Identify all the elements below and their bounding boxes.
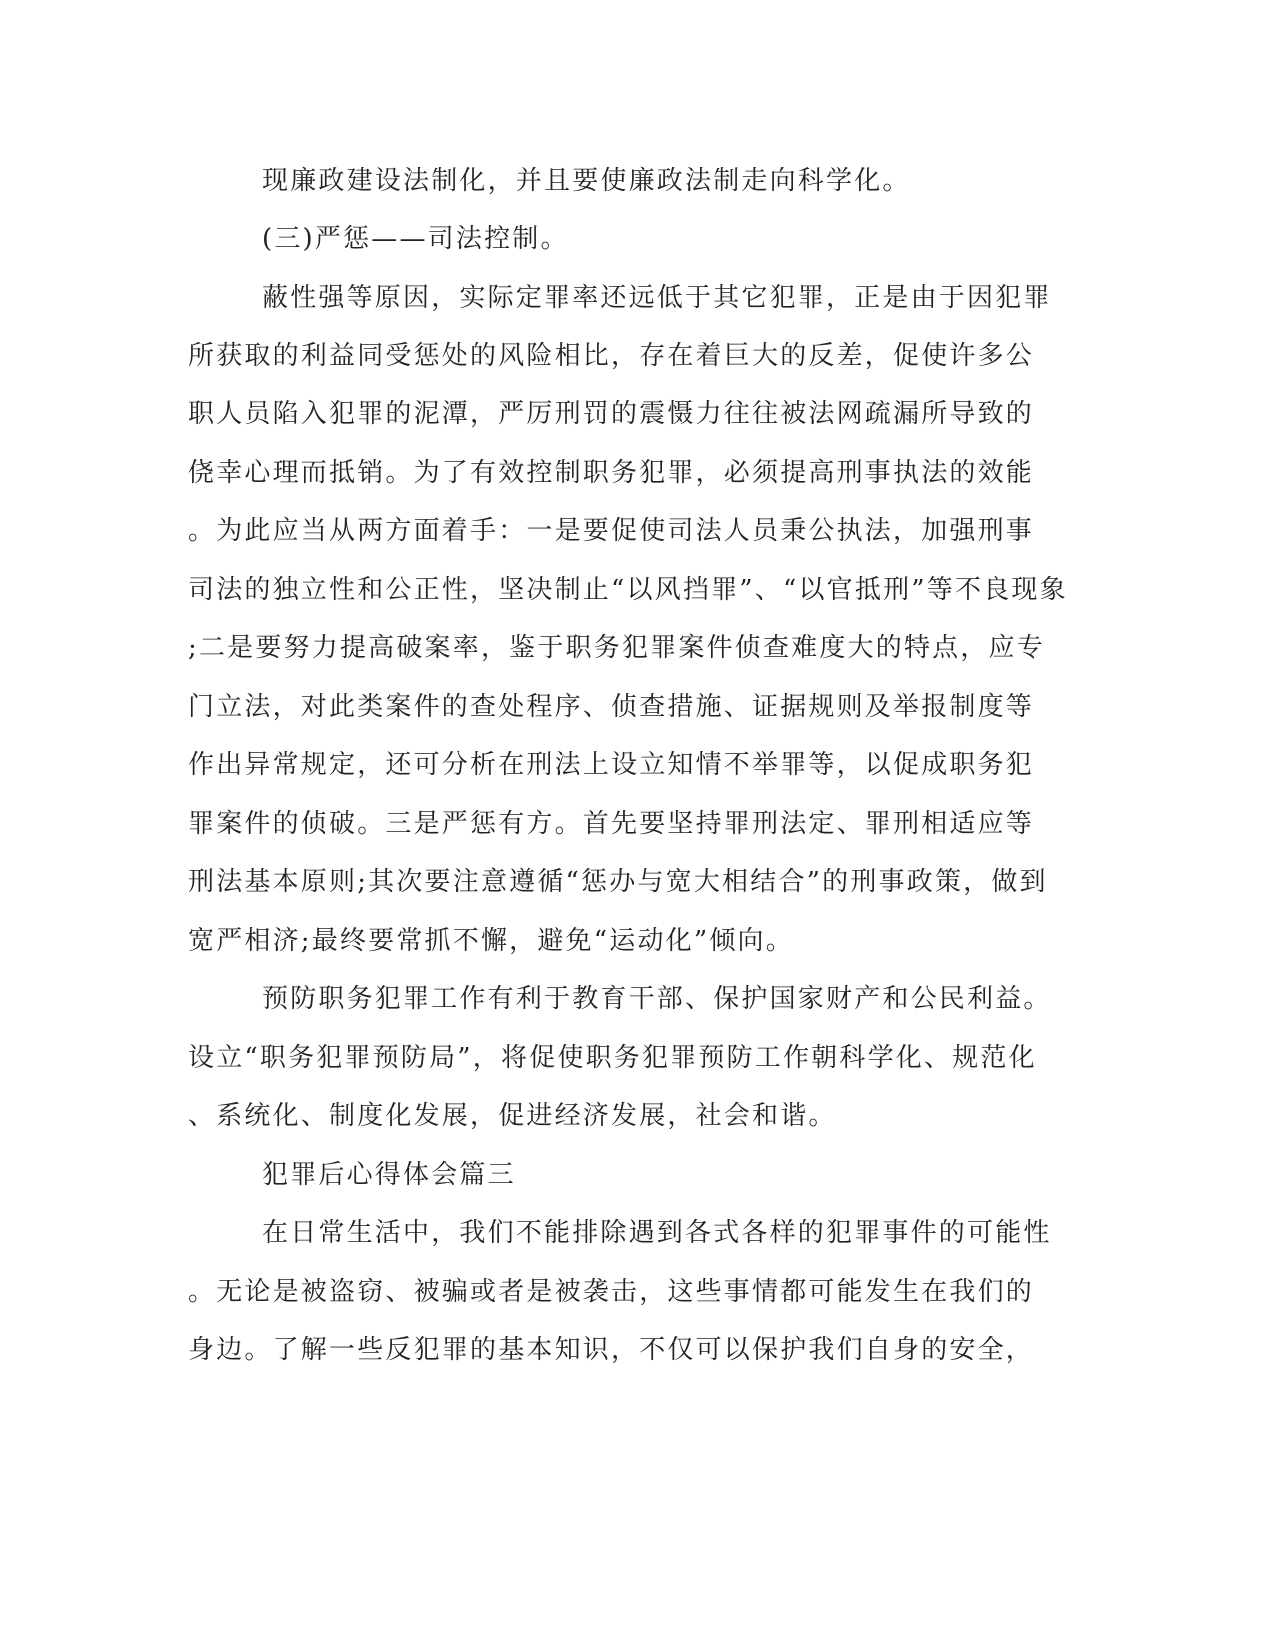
text-line: 门立法，对此类案件的查处程序、侦查措施、证据规则及举报制度等 — [188, 692, 1035, 722]
text-line: 身边。了解一些反犯罪的基本知识，不仅可以保护我们自身的安全， — [188, 1335, 1035, 1365]
text-line: 司法的独立性和公正性，坚决制止“以风挡罪”、“以官抵刑”等不良现象 — [188, 575, 1068, 605]
text-line: 蔽性强等原因，实际定罪率还远低于其它犯罪，正是由于因犯罪 — [262, 283, 1052, 313]
text-line: 设立“职务犯罪预防局”，将促使职务犯罪预防工作朝科学化、规范化 — [188, 1043, 1037, 1073]
text-line: 预防职务犯罪工作有利于教育干部、保护国家财产和公民利益。 — [262, 984, 1052, 1014]
text-line: 罪案件的侦破。三是严惩有方。首先要坚持罪刑法定、罪刑相适应等 — [188, 809, 1035, 839]
section-heading: 犯罪后心得体会篇三 — [262, 1160, 516, 1190]
text-line: 在日常生活中，我们不能排除遇到各式各样的犯罪事件的可能性 — [262, 1218, 1052, 1248]
text-line: 刑法基本原则;其次要注意遵循“惩办与宽大相结合”的刑事政策，做到 — [188, 867, 1048, 897]
text-line: 。无论是被盗窃、被骗或者是被袭击，这些事情都可能发生在我们的 — [188, 1277, 1035, 1307]
text-line: 所获取的利益同受惩处的风险相比，存在着巨大的反差，促使许多公 — [188, 341, 1035, 371]
text-line: ;二是要努力提高破案率，鉴于职务犯罪案件侦查难度大的特点，应专 — [188, 633, 1045, 663]
text-line: 。为此应当从两方面着手：一是要促使司法人员秉公执法，加强刑事 — [188, 516, 1035, 546]
text-line: 侥幸心理而抵销。为了有效控制职务犯罪，必须提高刑事执法的效能 — [188, 458, 1035, 488]
text-line: 现廉政建设法制化，并且要使廉政法制走向科学化。 — [262, 166, 911, 196]
text-line: 宽严相济;最终要常抓不懈，避免“运动化”倾向。 — [188, 926, 794, 956]
text-line: 职人员陷入犯罪的泥潭，严厉刑罚的震慑力往往被法网疏漏所导致的 — [188, 399, 1035, 429]
text-line: 作出异常规定，还可分析在刑法上设立知情不举罪等，以促成职务犯 — [188, 750, 1035, 780]
section-heading: (三)严惩——司法控制。 — [262, 224, 569, 254]
text-line: 、系统化、制度化发展，促进经济发展，社会和谐。 — [188, 1101, 837, 1131]
